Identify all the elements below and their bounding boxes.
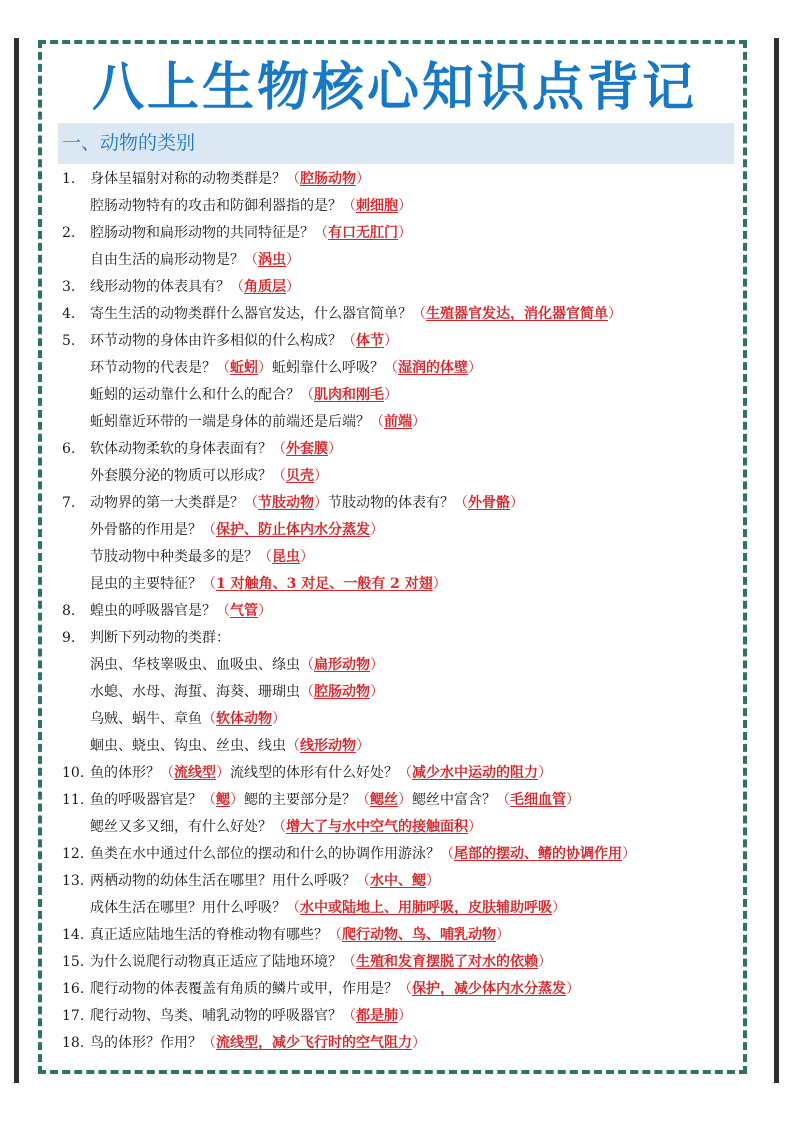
question-line (62, 544, 752, 571)
answer-text: （1 对触角、3 对足、一般有 2 对翅） (202, 576, 447, 592)
question-number: 17. (62, 1008, 85, 1024)
question-text (90, 166, 370, 193)
question-line (62, 220, 752, 247)
question-number: 1. (62, 171, 76, 187)
answer-text: （尾部的摆动、鳍的协调作用） (440, 846, 636, 862)
question-line (62, 463, 752, 490)
answer-text: （涡虫） (244, 252, 300, 268)
question-prompt: 判断下列动物的类群： (90, 630, 230, 646)
answer-text: （刺细胞） (342, 198, 412, 214)
question-line (62, 355, 752, 382)
question-prompt: 乌贼、蜗牛、章鱼 (90, 711, 202, 727)
answer-text: （流线型） (160, 765, 230, 781)
question-line (62, 922, 752, 949)
answer-text: （蚯蚓） (216, 360, 272, 376)
question-line (62, 949, 752, 976)
question-line (62, 409, 752, 436)
question-number: 11. (62, 792, 85, 808)
question-prompt: 动物界的第一大类群是？ (90, 495, 244, 511)
answer-text: （腔肠动物） (300, 684, 384, 700)
question-text (90, 706, 286, 733)
answer-text: （湿润的体壁） (384, 360, 482, 376)
question-line (62, 841, 752, 868)
question-text (90, 517, 384, 544)
question-prompt: 身体呈辐射对称的动物类群是？ (90, 171, 286, 187)
answer-text: （角质层） (230, 279, 300, 295)
page-title: 八上生物核心知识点背记 (91, 58, 697, 118)
question-prompt: 鱼的体形？ (90, 765, 160, 781)
question-number: 5. (62, 333, 76, 349)
question-text (90, 409, 426, 436)
question-prompt: 蝗虫的呼吸器官是？ (90, 603, 216, 619)
question-prompt: 环节动物的身体由许多相似的什么构成？ (90, 333, 342, 349)
question-number: 6. (62, 441, 76, 457)
question-number: 8. (62, 603, 76, 619)
question-number: 18. (62, 1035, 85, 1051)
question-prompt: 鸟的体形？作用？ (90, 1035, 202, 1051)
answer-text: （减少水中运动的阻力） (398, 765, 552, 781)
question-line (62, 895, 752, 922)
question-prompt: 鱼的呼吸器官是？ (90, 792, 202, 808)
answer-text: （外套膜） (272, 441, 342, 457)
question-line (62, 517, 752, 544)
question-line (62, 328, 752, 355)
right-edge-bar (774, 38, 779, 1083)
question-number: 2. (62, 225, 76, 241)
question-line (62, 679, 752, 706)
question-text (90, 1030, 426, 1057)
question-number: 14. (62, 927, 85, 943)
answer-text: （流线型，减少飞行时的空气阻力） (202, 1035, 426, 1051)
answer-text: （前端） (370, 414, 426, 430)
question-line (62, 301, 752, 328)
question-text (90, 679, 384, 706)
question-line (62, 166, 752, 193)
question-prompt: 为什么说爬行动物真正适应了陆地环境？ (90, 954, 342, 970)
question-line (62, 1030, 752, 1057)
question-number: 10. (62, 765, 85, 781)
question-line (62, 1003, 752, 1030)
question-line (62, 247, 752, 274)
question-text (90, 544, 314, 571)
answer-text: （软体动物） (202, 711, 286, 727)
question-line (62, 652, 752, 679)
question-prompt: 线形动物的体表具有？ (90, 279, 230, 295)
question-prompt: 自由生活的扁形动物是？ (90, 252, 244, 268)
question-prompt: 腔肠动物特有的攻击和防御利器指的是？ (90, 198, 342, 214)
question-text (90, 436, 342, 463)
question-text (90, 949, 552, 976)
question-line (62, 436, 752, 463)
answer-text: （腔肠动物） (286, 171, 370, 187)
question-text (90, 571, 447, 598)
answer-text: （昆虫） (258, 549, 314, 565)
question-text (90, 976, 580, 1003)
question-prompt: 蛔虫、蛲虫、钩虫、丝虫、线虫 (90, 738, 286, 754)
question-text (90, 787, 580, 814)
question-number: 16. (62, 981, 85, 997)
answer-text: （都是肺） (342, 1008, 412, 1024)
question-prompt: 节肢动物中种类最多的是？ (90, 549, 258, 565)
answer-text: （爬行动物、鸟、哺乳动物） (328, 927, 510, 943)
question-prompt: 腔肠动物和扁形动物的共同特征是？ (90, 225, 314, 241)
question-line (62, 598, 752, 625)
answer-text: （生殖器官发达，消化器官简单） (412, 306, 622, 322)
answer-text: （扁形动物） (300, 657, 384, 673)
question-prompt: 水螅、水母、海蜇、海葵、珊瑚虫 (90, 684, 300, 700)
question-prompt: 鱼类在水中通过什么部位的摆动和什么的协调作用游泳？ (90, 846, 440, 862)
question-line (62, 868, 752, 895)
question-text (90, 301, 622, 328)
question-line (62, 382, 752, 409)
question-text (90, 355, 482, 382)
question-prompt: 鳃丝中富含？ (412, 792, 496, 808)
question-text (90, 652, 384, 679)
question-prompt: 蚯蚓靠什么呼吸？ (272, 360, 384, 376)
question-prompt: 外骨骼的作用是？ (90, 522, 202, 538)
question-text (90, 220, 412, 247)
question-text (90, 1003, 412, 1030)
question-text (90, 922, 510, 949)
question-line (62, 976, 752, 1003)
question-line (62, 193, 752, 220)
question-line (62, 490, 752, 517)
answer-text: （节肢动物） (244, 495, 328, 511)
question-text (90, 868, 440, 895)
question-text (90, 895, 566, 922)
question-text (90, 382, 398, 409)
question-prompt: 蚯蚓靠近环带的一端是身体的前端还是后端？ (90, 414, 370, 430)
question-prompt: 鳃的主要部分是？ (244, 792, 356, 808)
question-line (62, 571, 752, 598)
question-line (62, 733, 752, 760)
question-prompt: 真正适应陆地生活的脊椎动物有哪些？ (90, 927, 328, 943)
answer-text: （增大了与水中空气的接触面积） (272, 819, 482, 835)
question-text (90, 814, 482, 841)
question-prompt: 流线型的体形有什么好处？ (230, 765, 398, 781)
question-text (90, 733, 370, 760)
question-prompt: 爬行动物、鸟类、哺乳动物的呼吸器官？ (90, 1008, 342, 1024)
answer-text: （鳃丝） (356, 792, 412, 808)
question-text (90, 841, 636, 868)
answer-text: （生殖和发育摆脱了对水的依赖） (342, 954, 552, 970)
question-text (90, 760, 552, 787)
answer-text: （肌肉和刚毛） (300, 387, 398, 403)
answer-text: （毛细血管） (496, 792, 580, 808)
section-header: 一、动物的类别 (58, 123, 734, 164)
question-prompt: 软体动物柔软的身体表面有？ (90, 441, 272, 457)
question-number: 13. (62, 873, 85, 889)
question-text (90, 490, 524, 517)
question-prompt: 昆虫的主要特征？ (90, 576, 202, 592)
question-number: 7. (62, 495, 76, 511)
question-number: 3. (62, 279, 76, 295)
answer-text: （线形动物） (286, 738, 370, 754)
question-prompt: 鳃丝又多又细，有什么好处？ (90, 819, 272, 835)
question-prompt: 两栖动物的幼体生活在哪里？用什么呼吸？ (90, 873, 356, 889)
question-text (90, 598, 272, 625)
question-prompt: 寄生生活的动物类群什么器官发达，什么器官简单？ (90, 306, 412, 322)
answer-text: （水中或陆地上、用肺呼吸，皮肤辅助呼吸） (286, 900, 566, 916)
answer-text: （水中、鳃） (356, 873, 440, 889)
question-text (90, 274, 300, 301)
question-line (62, 706, 752, 733)
question-text (90, 328, 398, 355)
answer-text: （有口无肛门） (314, 225, 412, 241)
question-number: 12. (62, 846, 85, 862)
answer-text: （体节） (342, 333, 398, 349)
question-prompt: 蚯蚓的运动靠什么和什么的配合？ (90, 387, 300, 403)
question-line (62, 274, 752, 301)
question-number: 4. (62, 306, 76, 322)
answer-text: （鳃） (202, 792, 244, 808)
answer-text: （保护，减少体内水分蒸发） (398, 981, 580, 997)
question-text (90, 625, 230, 652)
question-number: 15. (62, 954, 85, 970)
question-text (90, 463, 328, 490)
question-line (62, 760, 752, 787)
question-line (62, 625, 752, 652)
left-edge-bar (14, 38, 19, 1083)
question-prompt: 爬行动物的体表覆盖有角质的鳞片或甲，作用是？ (90, 981, 398, 997)
question-prompt: 成体生活在哪里？用什么呼吸？ (90, 900, 286, 916)
question-prompt: 节肢动物的体表有？ (328, 495, 454, 511)
question-prompt: 外套膜分泌的物质可以形成？ (90, 468, 272, 484)
answer-text: （气管） (216, 603, 272, 619)
question-line (62, 787, 752, 814)
question-list (62, 166, 752, 1057)
question-prompt: 环节动物的代表是？ (90, 360, 216, 376)
answer-text: （外骨骼） (454, 495, 524, 511)
question-prompt: 涡虫、华枝睾吸虫、血吸虫、绦虫 (90, 657, 300, 673)
answer-text: （保护、防止体内水分蒸发） (202, 522, 384, 538)
question-text (90, 193, 412, 220)
question-text (90, 247, 300, 274)
question-line (62, 814, 752, 841)
question-number: 9. (62, 630, 76, 646)
answer-text: （贝壳） (272, 468, 328, 484)
